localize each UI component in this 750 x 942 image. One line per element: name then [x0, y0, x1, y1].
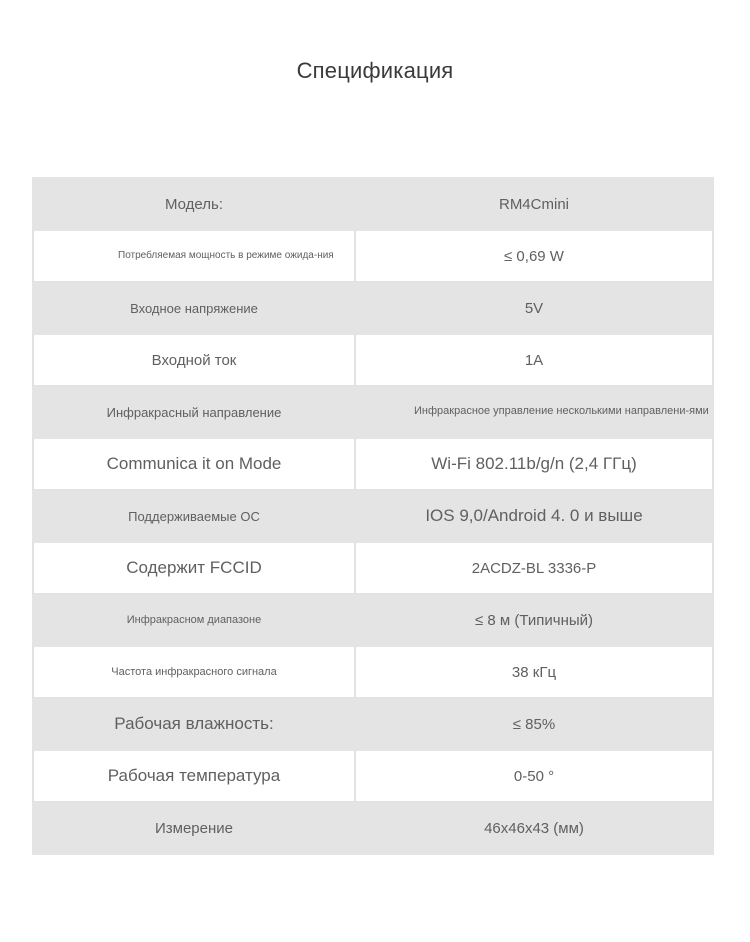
spec-value: 0-50 ° [355, 750, 713, 802]
table-row [33, 802, 713, 854]
spec-label: Потребляемая мощность в режиме ожида-ния [33, 230, 355, 282]
table-row [33, 334, 713, 386]
table-row [33, 490, 713, 542]
table-row [33, 542, 713, 594]
spec-label: Поддерживаемые ОС [33, 490, 355, 542]
spec-value: Wi-Fi 802.11b/g/n (2,4 ГГц) [355, 438, 713, 490]
spec-label: Communica it on Mode [33, 438, 355, 490]
spec-value: ≤ 8 м (Типичный) [355, 594, 713, 646]
spec-label: Содержит FCCID [33, 542, 355, 594]
spec-value: 38 кГц [355, 646, 713, 698]
spec-label: Входной ток [33, 334, 355, 386]
spec-label: Инфракрасном диапазоне [33, 594, 355, 646]
spec-label: Модель: [33, 178, 355, 230]
spec-label: Входное напряжение [33, 282, 355, 334]
spec-value: IOS 9,0/Android 4. 0 и выше [355, 490, 713, 542]
spec-label: Рабочая влажность: [33, 698, 355, 750]
spec-value: 5V [355, 282, 713, 334]
table-row [33, 386, 713, 438]
spec-value: ≤ 0,69 W [355, 230, 713, 282]
spec-label: Частота инфракрасного сигнала [33, 646, 355, 698]
spec-value: 46x46x43 (мм) [355, 802, 713, 854]
spec-value: Инфракрасное управление несколькими направлени-ями [355, 386, 713, 438]
spec-value: 2ACDZ-BL 3336-P [355, 542, 713, 594]
spec-value: RM4Cmini [355, 178, 713, 230]
table-row [33, 646, 713, 698]
spec-value: ≤ 85% [355, 698, 713, 750]
table-row [33, 438, 713, 490]
table-row [33, 698, 713, 750]
table-row [33, 594, 713, 646]
spec-label: Инфракрасный направление [33, 386, 355, 438]
table-row [33, 750, 713, 802]
spec-label: Рабочая температура [33, 750, 355, 802]
table-row [33, 230, 713, 282]
table-row [33, 178, 713, 230]
page-title: Спецификация [296, 58, 454, 83]
spec-label: Измерение [33, 802, 355, 854]
table-row [33, 282, 713, 334]
spec-value: 1A [355, 334, 713, 386]
specification-table [32, 177, 714, 855]
